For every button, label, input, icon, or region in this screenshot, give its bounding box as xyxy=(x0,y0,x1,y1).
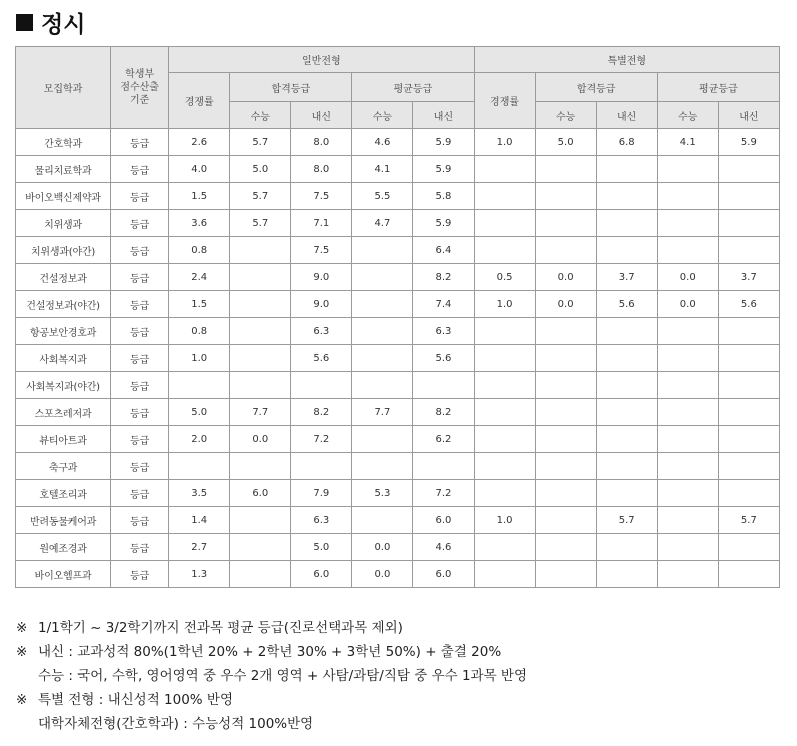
cell-special-pass-suneung xyxy=(535,453,596,480)
cell-special-competition xyxy=(474,237,535,264)
cell-special-competition xyxy=(474,183,535,210)
cell-general-avg-naesin: 6.0 xyxy=(413,507,474,534)
cell-general-pass-suneung xyxy=(230,453,291,480)
cell-special-pass-suneung xyxy=(535,534,596,561)
cell-general-pass-naesin: 7.9 xyxy=(291,480,352,507)
cell-general-pass-suneung: 5.7 xyxy=(230,183,291,210)
page-title-text: 정시 xyxy=(41,12,86,38)
cell-special-avg-suneung xyxy=(657,345,718,372)
cell-general-pass-naesin: 5.0 xyxy=(291,534,352,561)
cell-special-avg-naesin: 5.6 xyxy=(718,291,779,318)
cell-special-avg-naesin xyxy=(718,561,779,588)
cell-special-competition xyxy=(474,345,535,372)
cell-general-pass-naesin: 7.1 xyxy=(291,210,352,237)
cell-general-competition: 3.6 xyxy=(169,210,230,237)
cell-general-competition: 2.4 xyxy=(169,264,230,291)
cell-general-pass-naesin: 7.2 xyxy=(291,426,352,453)
note-line xyxy=(16,664,527,688)
cell-general-avg-suneung xyxy=(352,291,413,318)
reference-mark-icon: ※ xyxy=(16,692,28,708)
cell-basis: 등급 xyxy=(111,156,169,183)
cell-special-avg-suneung xyxy=(657,372,718,399)
cell-general-avg-suneung: 4.7 xyxy=(352,210,413,237)
cell-general-avg-naesin: 8.2 xyxy=(413,399,474,426)
cell-special-pass-naesin xyxy=(596,426,657,453)
cell-general-competition: 3.5 xyxy=(169,480,230,507)
cell-special-pass-suneung xyxy=(535,399,596,426)
cell-general-pass-suneung xyxy=(230,372,291,399)
cell-dept: 건설정보과 xyxy=(16,264,111,291)
cell-general-avg-suneung: 5.5 xyxy=(352,183,413,210)
note-line xyxy=(16,640,527,664)
cell-special-competition xyxy=(474,534,535,561)
cell-general-competition: 2.6 xyxy=(169,129,230,156)
cell-general-avg-suneung xyxy=(352,318,413,345)
cell-special-pass-suneung xyxy=(535,210,596,237)
cell-special-pass-naesin: 3.7 xyxy=(596,264,657,291)
cell-general-avg-naesin: 5.8 xyxy=(413,183,474,210)
note-text: 수능 : 국어, 수학, 영어영역 중 우수 2개 영역 + 사탐/과탐/직탐 중 우수 1과목 반영 xyxy=(38,668,527,684)
cell-general-pass-suneung: 5.7 xyxy=(230,210,291,237)
table-row xyxy=(16,264,780,291)
cell-general-pass-naesin xyxy=(291,372,352,399)
cell-general-competition: 4.0 xyxy=(169,156,230,183)
cell-general-avg-naesin: 5.9 xyxy=(413,156,474,183)
table-row xyxy=(16,156,780,183)
cell-special-pass-suneung xyxy=(535,426,596,453)
header-special-pass-grade: 합격등급 xyxy=(535,73,657,102)
cell-general-pass-naesin xyxy=(291,453,352,480)
cell-dept: 사회복지과 xyxy=(16,345,111,372)
cell-special-pass-naesin xyxy=(596,453,657,480)
cell-basis: 등급 xyxy=(111,534,169,561)
cell-special-avg-naesin: 3.7 xyxy=(718,264,779,291)
cell-general-avg-suneung xyxy=(352,237,413,264)
cell-special-pass-suneung xyxy=(535,372,596,399)
header-general-pass-suneung: 수능 xyxy=(230,102,291,129)
cell-general-avg-suneung: 5.3 xyxy=(352,480,413,507)
header-basis-text: 학생부 점수산출 기준 xyxy=(120,69,159,106)
cell-special-pass-naesin: 6.8 xyxy=(596,129,657,156)
cell-general-avg-suneung xyxy=(352,264,413,291)
cell-general-avg-naesin: 7.2 xyxy=(413,480,474,507)
cell-general-avg-naesin xyxy=(413,372,474,399)
page-title xyxy=(16,6,85,39)
cell-basis: 등급 xyxy=(111,453,169,480)
cell-general-pass-suneung xyxy=(230,534,291,561)
cell-general-pass-suneung: 6.0 xyxy=(230,480,291,507)
cell-dept: 스포츠레저과 xyxy=(16,399,111,426)
cell-general-pass-suneung: 5.7 xyxy=(230,129,291,156)
admission-results-table xyxy=(15,46,780,588)
table-row xyxy=(16,561,780,588)
cell-basis: 등급 xyxy=(111,507,169,534)
cell-special-competition xyxy=(474,372,535,399)
header-special: 특별전형 xyxy=(474,47,779,73)
header-general: 일반전형 xyxy=(169,47,474,73)
cell-general-pass-suneung xyxy=(230,318,291,345)
table-row xyxy=(16,237,780,264)
header-general-avg-suneung: 수능 xyxy=(352,102,413,129)
header-special-pass-suneung: 수능 xyxy=(535,102,596,129)
cell-special-pass-naesin xyxy=(596,183,657,210)
cell-special-pass-suneung xyxy=(535,561,596,588)
cell-special-avg-naesin xyxy=(718,237,779,264)
cell-general-avg-suneung xyxy=(352,372,413,399)
cell-special-competition xyxy=(474,210,535,237)
cell-general-pass-naesin: 7.5 xyxy=(291,183,352,210)
cell-special-competition: 0.5 xyxy=(474,264,535,291)
cell-dept: 건설정보과(야간) xyxy=(16,291,111,318)
cell-general-avg-naesin: 5.9 xyxy=(413,210,474,237)
cell-basis: 등급 xyxy=(111,399,169,426)
cell-dept: 축구과 xyxy=(16,453,111,480)
cell-special-avg-suneung xyxy=(657,156,718,183)
reference-mark-icon: ※ xyxy=(16,644,28,660)
cell-special-avg-suneung xyxy=(657,183,718,210)
cell-special-avg-suneung xyxy=(657,399,718,426)
cell-special-pass-naesin xyxy=(596,210,657,237)
cell-special-pass-naesin xyxy=(596,534,657,561)
square-bullet-icon xyxy=(16,14,33,31)
cell-special-avg-naesin xyxy=(718,318,779,345)
header-special-avg-suneung: 수능 xyxy=(657,102,718,129)
cell-general-competition xyxy=(169,453,230,480)
cell-special-competition: 1.0 xyxy=(474,129,535,156)
cell-special-pass-suneung xyxy=(535,318,596,345)
cell-dept: 바이오백신제약과 xyxy=(16,183,111,210)
cell-general-pass-suneung: 7.7 xyxy=(230,399,291,426)
cell-general-avg-naesin: 8.2 xyxy=(413,264,474,291)
cell-general-pass-suneung xyxy=(230,264,291,291)
cell-special-avg-naesin xyxy=(718,480,779,507)
table-row xyxy=(16,183,780,210)
table-row xyxy=(16,129,780,156)
cell-special-avg-suneung xyxy=(657,480,718,507)
cell-general-avg-naesin xyxy=(413,453,474,480)
cell-basis: 등급 xyxy=(111,129,169,156)
cell-special-avg-suneung: 0.0 xyxy=(657,264,718,291)
cell-basis: 등급 xyxy=(111,480,169,507)
cell-general-pass-naesin: 6.0 xyxy=(291,561,352,588)
cell-dept: 바이오헴프과 xyxy=(16,561,111,588)
cell-general-pass-naesin: 8.2 xyxy=(291,399,352,426)
cell-special-avg-naesin xyxy=(718,345,779,372)
cell-basis: 등급 xyxy=(111,345,169,372)
cell-special-pass-naesin xyxy=(596,561,657,588)
cell-general-pass-naesin: 8.0 xyxy=(291,129,352,156)
cell-special-avg-naesin xyxy=(718,534,779,561)
cell-general-pass-naesin: 9.0 xyxy=(291,264,352,291)
cell-special-avg-naesin xyxy=(718,399,779,426)
cell-basis: 등급 xyxy=(111,210,169,237)
cell-basis: 등급 xyxy=(111,291,169,318)
cell-special-avg-naesin xyxy=(718,156,779,183)
cell-special-pass-suneung: 0.0 xyxy=(535,291,596,318)
cell-dept: 사회복지과(야간) xyxy=(16,372,111,399)
cell-special-competition xyxy=(474,561,535,588)
cell-special-pass-naesin xyxy=(596,399,657,426)
cell-basis: 등급 xyxy=(111,183,169,210)
cell-special-pass-suneung xyxy=(535,345,596,372)
cell-general-competition: 5.0 xyxy=(169,399,230,426)
cell-special-pass-suneung xyxy=(535,237,596,264)
cell-dept: 간호학과 xyxy=(16,129,111,156)
cell-special-avg-suneung xyxy=(657,237,718,264)
cell-dept: 치위생과 xyxy=(16,210,111,237)
cell-special-avg-naesin: 5.9 xyxy=(718,129,779,156)
cell-basis: 등급 xyxy=(111,264,169,291)
cell-special-competition: 1.0 xyxy=(474,507,535,534)
cell-dept: 물리치료학과 xyxy=(16,156,111,183)
cell-special-avg-naesin xyxy=(718,210,779,237)
cell-special-avg-suneung xyxy=(657,453,718,480)
cell-general-avg-suneung xyxy=(352,507,413,534)
note-text: 대학자체전형(간호학과) : 수능성적 100%반영 xyxy=(38,716,314,732)
cell-special-pass-naesin xyxy=(596,318,657,345)
cell-special-competition xyxy=(474,318,535,345)
cell-special-avg-naesin xyxy=(718,372,779,399)
header-special-avg-grade: 평균등급 xyxy=(657,73,779,102)
cell-special-pass-naesin xyxy=(596,345,657,372)
cell-special-pass-suneung xyxy=(535,480,596,507)
cell-special-competition xyxy=(474,453,535,480)
table-row xyxy=(16,480,780,507)
cell-special-avg-suneung xyxy=(657,210,718,237)
cell-general-pass-naesin: 6.3 xyxy=(291,507,352,534)
cell-general-competition: 1.5 xyxy=(169,291,230,318)
cell-special-avg-suneung xyxy=(657,561,718,588)
cell-general-avg-naesin: 6.4 xyxy=(413,237,474,264)
cell-general-competition: 1.4 xyxy=(169,507,230,534)
header-general-pass-grade: 합격등급 xyxy=(230,73,352,102)
cell-special-pass-suneung xyxy=(535,183,596,210)
cell-general-pass-suneung xyxy=(230,345,291,372)
note-text: 내신 : 교과성적 80%(1학년 20% + 2학년 30% + 3학년 50%) + 출결 20% xyxy=(38,644,502,660)
cell-general-competition: 0.8 xyxy=(169,318,230,345)
cell-special-avg-naesin xyxy=(718,426,779,453)
cell-general-competition: 0.8 xyxy=(169,237,230,264)
note-line xyxy=(16,688,527,712)
cell-special-competition xyxy=(474,426,535,453)
cell-special-competition xyxy=(474,399,535,426)
cell-special-avg-suneung xyxy=(657,534,718,561)
cell-general-pass-suneung xyxy=(230,291,291,318)
cell-special-pass-naesin xyxy=(596,480,657,507)
cell-general-competition xyxy=(169,372,230,399)
note-text: 1/1학기 ~ 3/2학기까지 전과목 평균 등급(진로선택과목 제외) xyxy=(38,620,403,636)
cell-dept: 원예조경과 xyxy=(16,534,111,561)
cell-general-competition: 2.0 xyxy=(169,426,230,453)
cell-dept: 항공보안경호과 xyxy=(16,318,111,345)
header-basis xyxy=(111,47,169,129)
cell-general-competition: 2.7 xyxy=(169,534,230,561)
cell-basis: 등급 xyxy=(111,318,169,345)
notes-section xyxy=(16,616,527,736)
cell-special-pass-suneung: 0.0 xyxy=(535,264,596,291)
cell-special-avg-naesin xyxy=(718,183,779,210)
cell-dept: 호텔조리과 xyxy=(16,480,111,507)
cell-general-avg-naesin: 7.4 xyxy=(413,291,474,318)
cell-special-avg-suneung: 4.1 xyxy=(657,129,718,156)
cell-general-pass-suneung xyxy=(230,507,291,534)
note-text: 특별 전형 : 내신성적 100% 반영 xyxy=(38,692,234,708)
cell-general-avg-suneung: 4.6 xyxy=(352,129,413,156)
cell-general-pass-naesin: 7.5 xyxy=(291,237,352,264)
cell-general-avg-suneung: 7.7 xyxy=(352,399,413,426)
cell-basis: 등급 xyxy=(111,372,169,399)
cell-general-pass-suneung xyxy=(230,561,291,588)
cell-general-avg-naesin: 6.2 xyxy=(413,426,474,453)
table-body xyxy=(16,129,780,588)
cell-special-pass-suneung xyxy=(535,156,596,183)
cell-general-avg-naesin: 5.9 xyxy=(413,129,474,156)
cell-dept: 뷰티아트과 xyxy=(16,426,111,453)
header-dept: 모집학과 xyxy=(16,47,111,129)
table-row xyxy=(16,426,780,453)
cell-general-avg-suneung xyxy=(352,453,413,480)
cell-general-competition: 1.5 xyxy=(169,183,230,210)
cell-special-pass-naesin: 5.6 xyxy=(596,291,657,318)
cell-general-pass-naesin: 8.0 xyxy=(291,156,352,183)
cell-special-competition xyxy=(474,156,535,183)
cell-dept: 치위생과(야간) xyxy=(16,237,111,264)
table-row xyxy=(16,453,780,480)
header-special-competition: 경쟁률 xyxy=(474,73,535,129)
cell-general-pass-suneung: 5.0 xyxy=(230,156,291,183)
table-row xyxy=(16,534,780,561)
cell-general-pass-naesin: 9.0 xyxy=(291,291,352,318)
cell-special-avg-naesin: 5.7 xyxy=(718,507,779,534)
header-general-avg-naesin: 내신 xyxy=(413,102,474,129)
cell-general-avg-naesin: 6.3 xyxy=(413,318,474,345)
table-row xyxy=(16,399,780,426)
cell-general-pass-naesin: 6.3 xyxy=(291,318,352,345)
reference-mark-icon: ※ xyxy=(16,620,28,636)
cell-general-avg-naesin: 6.0 xyxy=(413,561,474,588)
header-general-competition: 경쟁률 xyxy=(169,73,230,129)
cell-special-pass-naesin xyxy=(596,237,657,264)
table-row xyxy=(16,318,780,345)
cell-special-pass-suneung xyxy=(535,507,596,534)
table-row xyxy=(16,372,780,399)
cell-general-competition: 1.3 xyxy=(169,561,230,588)
cell-special-pass-naesin xyxy=(596,156,657,183)
cell-basis: 등급 xyxy=(111,561,169,588)
table-row xyxy=(16,210,780,237)
cell-general-avg-suneung xyxy=(352,345,413,372)
header-special-avg-naesin: 내신 xyxy=(718,102,779,129)
cell-special-avg-suneung xyxy=(657,426,718,453)
cell-special-pass-naesin xyxy=(596,372,657,399)
table-header xyxy=(16,47,780,129)
cell-general-competition: 1.0 xyxy=(169,345,230,372)
note-line xyxy=(16,712,527,736)
table-row xyxy=(16,507,780,534)
cell-basis: 등급 xyxy=(111,237,169,264)
header-general-avg-grade: 평균등급 xyxy=(352,73,474,102)
cell-basis: 등급 xyxy=(111,426,169,453)
cell-special-competition xyxy=(474,480,535,507)
cell-general-avg-suneung xyxy=(352,426,413,453)
cell-general-avg-suneung: 4.1 xyxy=(352,156,413,183)
header-general-pass-naesin: 내신 xyxy=(291,102,352,129)
cell-special-avg-suneung xyxy=(657,318,718,345)
cell-general-pass-suneung: 0.0 xyxy=(230,426,291,453)
table-row xyxy=(16,291,780,318)
note-line xyxy=(16,616,527,640)
cell-special-avg-suneung: 0.0 xyxy=(657,291,718,318)
cell-general-avg-suneung: 0.0 xyxy=(352,561,413,588)
cell-special-pass-suneung: 5.0 xyxy=(535,129,596,156)
cell-special-pass-naesin: 5.7 xyxy=(596,507,657,534)
cell-general-pass-naesin: 5.6 xyxy=(291,345,352,372)
cell-general-avg-naesin: 5.6 xyxy=(413,345,474,372)
cell-general-pass-suneung xyxy=(230,237,291,264)
cell-general-avg-naesin: 4.6 xyxy=(413,534,474,561)
cell-special-competition: 1.0 xyxy=(474,291,535,318)
cell-special-avg-suneung xyxy=(657,507,718,534)
table-row xyxy=(16,345,780,372)
cell-dept: 반려동물케어과 xyxy=(16,507,111,534)
header-special-pass-naesin: 내신 xyxy=(596,102,657,129)
cell-general-avg-suneung: 0.0 xyxy=(352,534,413,561)
cell-special-avg-naesin xyxy=(718,453,779,480)
